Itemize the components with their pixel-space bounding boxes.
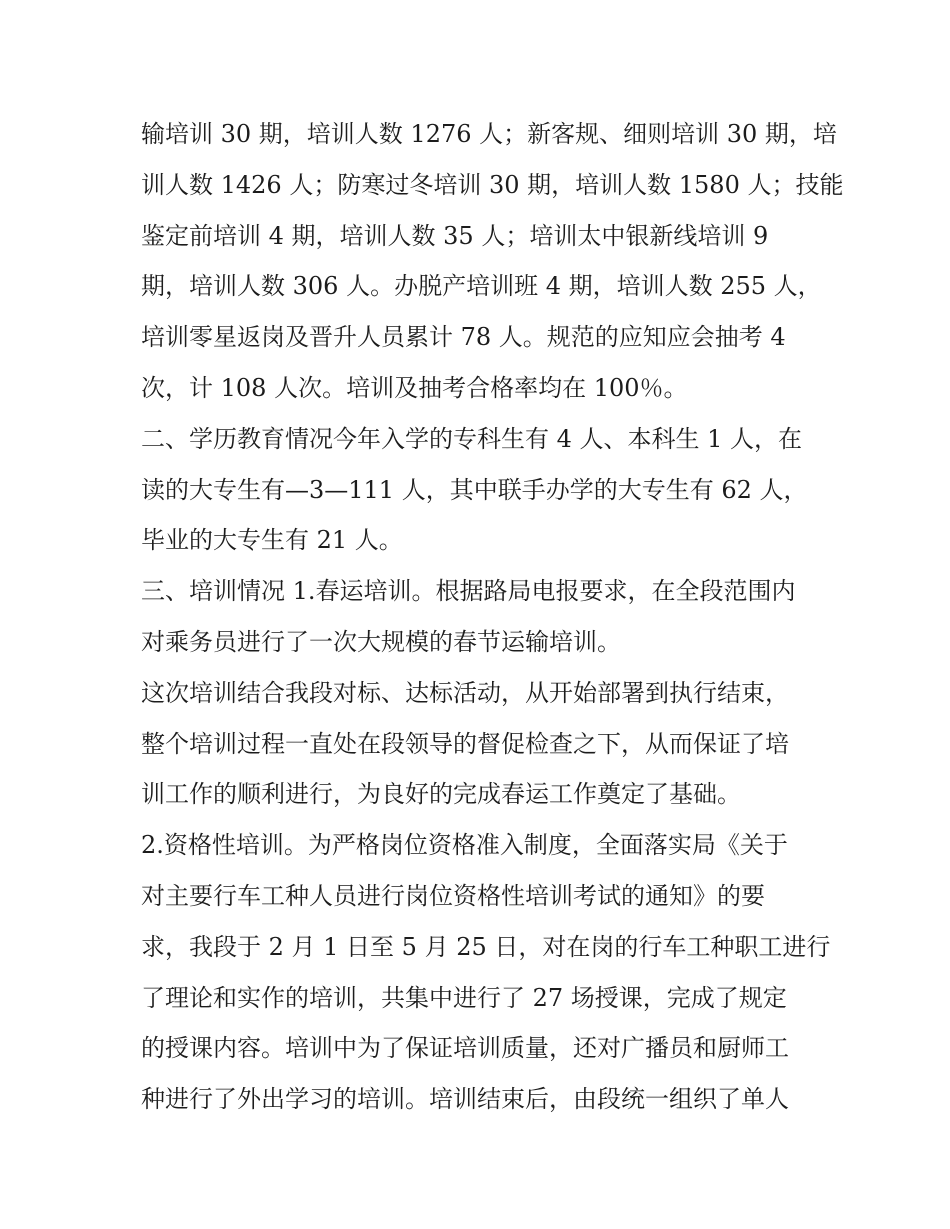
text-line: 输培训 30 期，培训人数 1276 人；新客规、细则培训 30 期，培 [141, 120, 837, 148]
text-line: 三、培训情况 1.春运培训。根据路局电报要求，在全段范围内 [141, 577, 796, 606]
text-line: 次，计 108 人次。培训及抽考合格率均在 100％。 [141, 373, 688, 402]
body-text [141, 109, 844, 1125]
text-line: 整个培训过程一直处在段领导的督促检查之下，从而保证了培 [141, 729, 789, 758]
text-line: 毕业的大专生有 21 人。 [141, 526, 403, 555]
text-line: 的授课内容。培训中为了保证培训质量，还对广播员和厨师工 [141, 1034, 789, 1063]
text-line: 二、学历教育情况今年入学的专科生有 4 人、本科生 1 人，在 [141, 424, 803, 453]
text-line: 求，我段于 2 月 1 日至 5 月 25 日，对在岗的行车工种职工进行 [141, 932, 831, 961]
text-line: 这次培训结合我段对标、达标活动，从开始部署到执行结束， [141, 678, 789, 707]
text-line: 对主要行车工种人员进行岗位资格性培训考试的通知》的要 [141, 881, 765, 910]
text-line: 对乘务员进行了一次大规模的春节运输培训。 [141, 627, 621, 656]
text-line: 培训零星返岗及晋升人员累计 78 人。规范的应知应会抽考 4 [141, 323, 786, 352]
text-line: 2.资格性培训。为严格岗位资格准入制度，全面落实局《关于 [141, 831, 788, 860]
text-line: 鉴定前培训 4 期，培训人数 35 人；培训太中银新线培训 9 [141, 221, 769, 250]
text-line: 读的大专生有—3—111 人，其中联手办学的大专生有 62 人， [141, 475, 808, 504]
text-line: 训工作的顺利进行，为良好的完成春运工作奠定了基础。 [141, 780, 741, 809]
text-line: 训人数 1426 人；防寒过冬培训 30 期，培训人数 1580 人；技能 [141, 170, 844, 199]
text-line: 期，培训人数 306 人。办脱产培训班 4 期，培训人数 255 人， [141, 272, 822, 301]
text-line: 了理论和实作的培训，共集中进行了 27 场授课，完成了规定 [141, 983, 787, 1012]
text-line: 种进行了外出学习的培训。培训结束后，由段统一组织了单人 [141, 1085, 789, 1114]
